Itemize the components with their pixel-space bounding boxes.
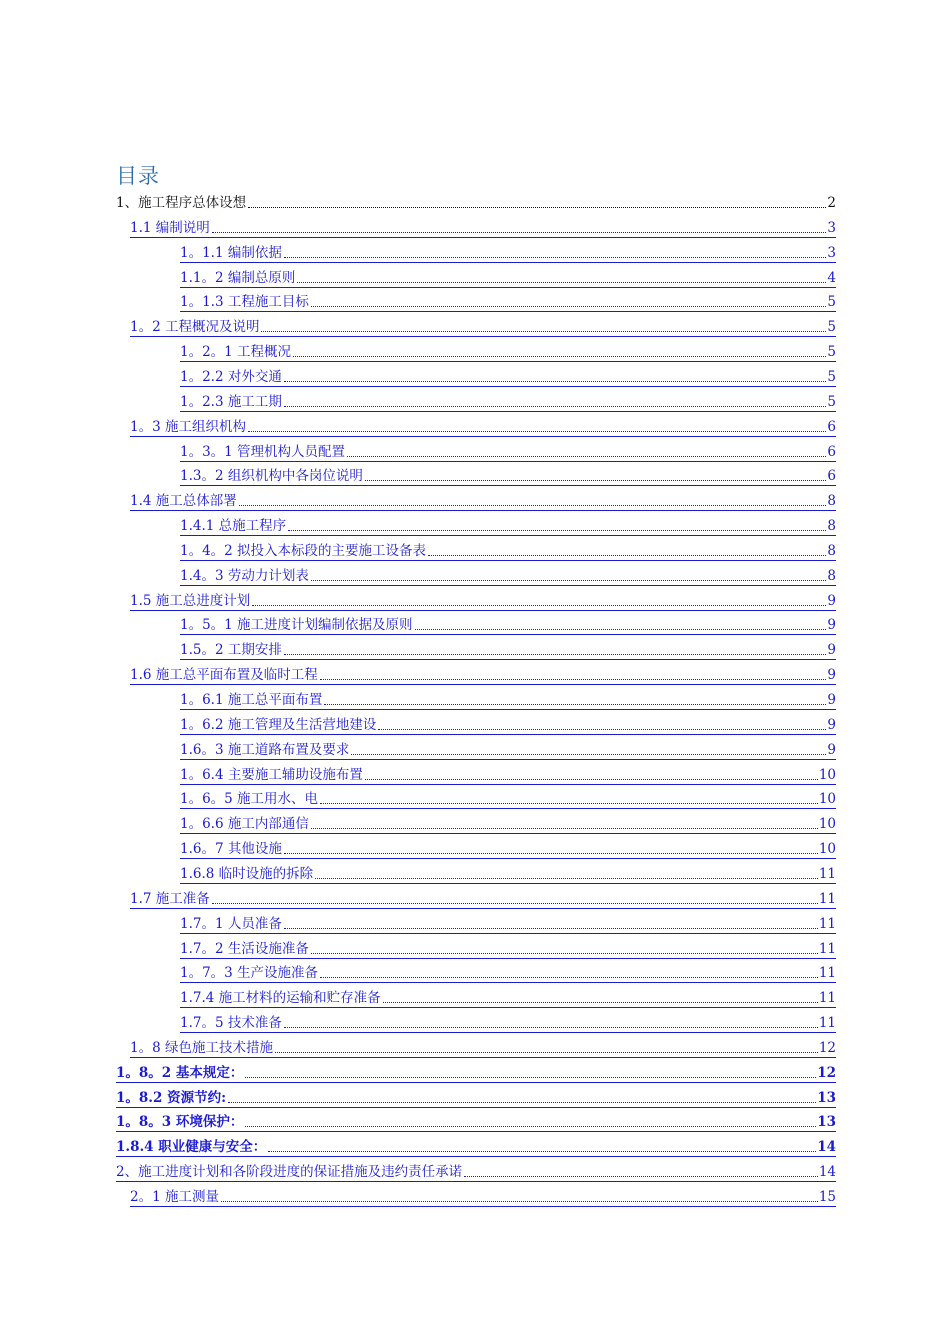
- toc-entry[interactable]: [130, 1035, 836, 1058]
- toc-entry[interactable]: [130, 588, 836, 611]
- toc-dot-leader: [324, 703, 826, 705]
- toc-dot-leader: [365, 778, 818, 780]
- toc-entry-page-number: 11: [818, 990, 836, 1007]
- toc-entry-page-number: 5: [827, 319, 836, 336]
- toc-entry-label: 1。1.3 工程施工目标: [180, 294, 309, 311]
- toc-entry-label: 1。3。1 管理机构人员配置: [180, 443, 346, 460]
- toc-entry-label: 1。1.1 编制依据: [180, 244, 282, 261]
- toc-dot-leader: [428, 554, 826, 556]
- toc-entry[interactable]: [180, 240, 836, 263]
- toc-entry-page-number: 11: [818, 865, 836, 882]
- toc-entry-page-number: 8: [827, 567, 836, 584]
- toc-dot-leader: [383, 1001, 818, 1003]
- toc-entry-label: 1.5。2 工期安排: [180, 642, 282, 659]
- toc-entry-label: 2、施工进度计划和各阶段进度的保证措施及违约责任承诺: [116, 1164, 463, 1181]
- toc-entry[interactable]: [180, 712, 836, 735]
- toc-entry[interactable]: [180, 911, 836, 934]
- toc-entry-label: 1.4 施工总体部署: [130, 493, 237, 510]
- toc-entry-page-number: 14: [818, 1164, 836, 1181]
- toc-entry[interactable]: [180, 861, 836, 884]
- toc-entry-label: 1.4。3 劳动力计划表: [180, 567, 309, 584]
- toc-entry-page-number: 11: [818, 890, 836, 907]
- toc-dot-leader: [221, 1200, 818, 1202]
- toc-dot-leader: [351, 753, 826, 755]
- toc-entry-label: 1.7 施工准备: [130, 890, 210, 907]
- toc-entry-label: 1.4.1 总施工程序: [180, 518, 287, 535]
- toc-entry-page-number: 8: [827, 493, 836, 510]
- toc-dot-leader: [284, 1026, 818, 1028]
- toc-entry[interactable]: [116, 1109, 836, 1132]
- toc-entry[interactable]: [180, 687, 836, 710]
- toc-entry-page-number: 2: [827, 195, 836, 211]
- toc-entry-label: 1.5 施工总进度计划: [130, 592, 251, 609]
- toc-dot-leader: [212, 902, 818, 904]
- toc-entry-label: 1。6.6 施工内部通信: [180, 816, 309, 833]
- toc-entry-page-number: 6: [827, 443, 836, 460]
- toc-dot-leader: [268, 1150, 816, 1152]
- toc-entry-label: 1.6.8 临时设施的拆除: [180, 865, 314, 882]
- toc-entry[interactable]: [180, 463, 836, 486]
- toc-dot-leader: [320, 802, 818, 804]
- toc-entry[interactable]: [130, 1184, 836, 1207]
- toc-entry[interactable]: [180, 265, 836, 288]
- toc-entry-page-number: 9: [827, 716, 836, 733]
- toc-entry-label: 1.6 施工总平面布置及临时工程: [130, 667, 318, 684]
- toc-dot-leader: [320, 678, 827, 680]
- toc-entry-label: 1.8.4 职业健康与安全：: [116, 1139, 267, 1156]
- toc-dot-leader: [415, 628, 827, 630]
- toc-entry-page-number: 4: [827, 269, 836, 286]
- toc-entry-label: 1.1。2 编制总原则: [180, 269, 296, 286]
- toc-entry[interactable]: [116, 1134, 836, 1157]
- toc-entry-page-number: 12: [817, 1064, 836, 1081]
- toc-dot-leader: [212, 231, 827, 233]
- toc-dot-leader: [284, 653, 827, 655]
- toc-entry[interactable]: [116, 1060, 836, 1083]
- toc-entry-page-number: 9: [827, 667, 836, 684]
- toc-entry-page-number: 10: [818, 791, 836, 808]
- toc-entry-page-number: 10: [818, 766, 836, 783]
- toc-entry[interactable]: [130, 314, 836, 337]
- toc-entry-label: 1.7。5 技术准备: [180, 1015, 282, 1032]
- toc-entry[interactable]: [180, 836, 836, 859]
- toc-dot-leader: [311, 579, 827, 581]
- toc-dot-leader: [284, 380, 827, 382]
- toc-entry[interactable]: [180, 786, 836, 809]
- toc-entry[interactable]: [180, 289, 836, 312]
- toc-entry-label: 1.7.4 施工材料的运输和贮存准备: [180, 990, 381, 1007]
- toc-entry-label: 1.3。2 组织机构中各岗位说明: [180, 468, 363, 485]
- toc-entry-page-number: 3: [827, 244, 836, 261]
- toc-entry-page-number: 3: [827, 219, 836, 236]
- toc-entry-label: 1.6。3 施工道路布置及要求: [180, 741, 350, 758]
- toc-dot-leader: [284, 852, 818, 854]
- toc-entry-page-number: 14: [817, 1139, 836, 1156]
- toc-entry-page-number: 9: [827, 617, 836, 634]
- toc-entry-page-number: 13: [817, 1114, 836, 1131]
- toc-entry-label: 1。2.2 对外交通: [180, 368, 282, 385]
- toc-entry[interactable]: [180, 1010, 836, 1033]
- toc-entry-page-number: 11: [818, 1015, 836, 1032]
- toc-entry[interactable]: [180, 985, 836, 1008]
- toc-dot-leader: [311, 952, 818, 954]
- toc-entry-page-number: 8: [827, 518, 836, 535]
- toc-entry-label: 1。6.4 主要施工辅助设施布置: [180, 766, 363, 783]
- toc-entry[interactable]: [180, 538, 836, 561]
- toc-entry-page-number: 11: [818, 940, 836, 957]
- toc-entry-page-number: 6: [827, 418, 836, 435]
- toc-entry-page-number: 9: [827, 592, 836, 609]
- toc-dot-leader: [297, 281, 826, 283]
- toc-entry[interactable]: [180, 737, 836, 760]
- toc-entry-label: 1。6.2 施工管理及生活营地建设: [180, 716, 377, 733]
- toc-entry[interactable]: [180, 960, 836, 983]
- toc-entry[interactable]: [130, 886, 836, 909]
- toc-entry-label: 1。2 工程概况及说明: [130, 319, 260, 336]
- toc-dot-leader: [245, 1076, 816, 1078]
- toc-dot-leader: [248, 206, 826, 208]
- toc-dot-leader: [347, 455, 826, 457]
- toc-dot-leader: [239, 504, 827, 506]
- toc-entry[interactable]: [130, 414, 836, 437]
- toc-entry-label: 1.7。2 生活设施准备: [180, 940, 309, 957]
- toc-entry-label: 1、施工程序总体设想: [116, 195, 247, 211]
- toc-dot-leader: [311, 827, 818, 829]
- toc-entry-page-number: 5: [827, 393, 836, 410]
- toc-entry-page-number: 11: [818, 965, 836, 982]
- toc-entry-label: 1.6。7 其他设施: [180, 841, 282, 858]
- toc-entry[interactable]: [180, 762, 836, 785]
- toc-dot-leader: [315, 877, 818, 879]
- toc-entry-label: 1。3 施工组织机构: [130, 418, 246, 435]
- toc-entry-page-number: 10: [818, 816, 836, 833]
- toc-entry-page-number: 6: [827, 468, 836, 485]
- toc-entry-label: 1。8。2 基本规定：: [116, 1064, 244, 1081]
- toc-entry-label: 1。8。3 环境保护：: [116, 1114, 244, 1131]
- toc-entry[interactable]: [130, 215, 836, 238]
- toc-entry[interactable]: [180, 439, 836, 462]
- toc-entry-label: 1。8 绿色施工技术措施: [130, 1039, 273, 1056]
- toc-entry[interactable]: [130, 662, 836, 685]
- toc-entry[interactable]: [180, 936, 836, 959]
- toc-entry-label: 2。1 施工测量: [130, 1189, 219, 1205]
- toc-entry[interactable]: [180, 513, 836, 536]
- toc-entry-page-number: 13: [817, 1089, 836, 1106]
- toc-entry-label: 1。7。3 生产设施准备: [180, 965, 319, 982]
- toc-entry-page-number: 10: [818, 841, 836, 858]
- toc-dot-leader: [261, 330, 826, 332]
- toc-entry[interactable]: [116, 190, 836, 212]
- toc-entry-label: 1。2。1 工程概况: [180, 344, 292, 361]
- toc-entry-page-number: 5: [827, 294, 836, 311]
- toc-entry[interactable]: [180, 364, 836, 387]
- toc-dot-leader: [284, 927, 818, 929]
- toc-entry-page-number: 9: [827, 642, 836, 659]
- toc-title: 目录: [116, 164, 160, 188]
- toc-entry-page-number: 5: [827, 344, 836, 361]
- toc-entry-page-number: 8: [827, 542, 836, 559]
- toc-entry-page-number: 11: [818, 915, 836, 932]
- toc-entry-page-number: 12: [818, 1039, 836, 1056]
- toc-entry-label: 1。6。5 施工用水、电: [180, 791, 319, 808]
- toc-entry-page-number: 15: [818, 1189, 836, 1205]
- toc-dot-leader: [245, 1125, 816, 1127]
- toc-entry[interactable]: [180, 637, 836, 660]
- toc-entry[interactable]: [180, 563, 836, 586]
- toc-dot-leader: [284, 256, 827, 258]
- toc-dot-leader: [248, 430, 826, 432]
- toc-entry[interactable]: [180, 389, 836, 412]
- toc-dot-leader: [464, 1175, 818, 1177]
- toc-dot-leader: [311, 305, 827, 307]
- toc-entry-label: 1。4。2 拟投入本标段的主要施工设备表: [180, 542, 427, 559]
- toc-entry-label: 1。8.2 资源节约:: [116, 1089, 227, 1106]
- toc-entry[interactable]: [180, 612, 836, 635]
- toc-entry-page-number: 5: [827, 368, 836, 385]
- toc-dot-leader: [320, 976, 818, 978]
- toc-dot-leader: [284, 405, 827, 407]
- toc-dot-leader: [288, 529, 826, 531]
- toc-entry-label: 1.7。1 人员准备: [180, 915, 282, 932]
- toc-entry-label: 1。2.3 施工工期: [180, 393, 282, 410]
- toc-dot-leader: [252, 604, 826, 606]
- toc-entry-label: 1。6.1 施工总平面布置: [180, 692, 323, 708]
- toc-entry[interactable]: [130, 488, 836, 511]
- toc-entry-label: 1.1 编制说明: [130, 219, 210, 236]
- toc-entry[interactable]: [180, 339, 836, 362]
- toc-dot-leader: [228, 1101, 816, 1103]
- toc-dot-leader: [378, 728, 826, 730]
- toc-entry-page-number: 9: [827, 741, 836, 758]
- toc-dot-leader: [365, 479, 827, 481]
- toc-dot-leader: [275, 1051, 818, 1053]
- toc-entry-label: 1。5。1 施工进度计划编制依据及原则: [180, 617, 413, 634]
- toc-dot-leader: [293, 355, 826, 357]
- toc-entry[interactable]: [116, 1085, 836, 1108]
- toc-entry-page-number: 9: [827, 692, 836, 708]
- toc-entry[interactable]: [116, 1159, 836, 1182]
- toc-entry[interactable]: [180, 811, 836, 834]
